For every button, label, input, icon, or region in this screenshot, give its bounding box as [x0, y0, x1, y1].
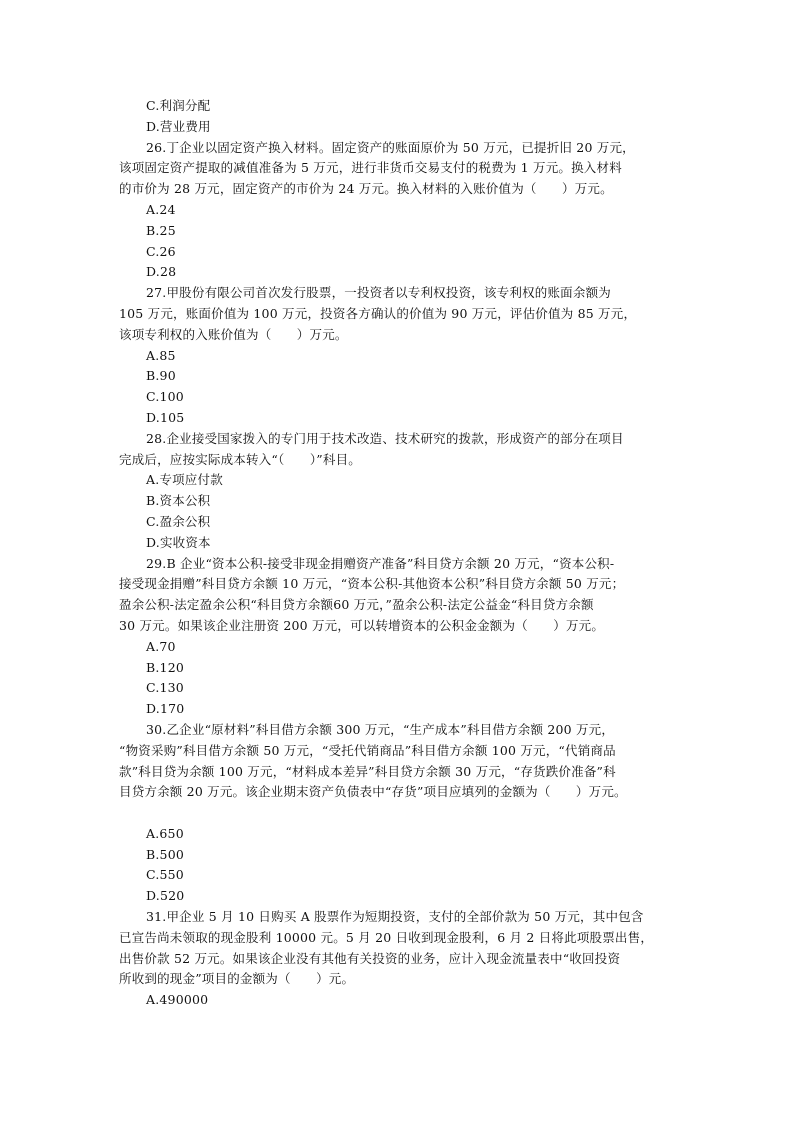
text-line: D.营业费用: [146, 118, 211, 134]
text-line: A.490000: [146, 992, 209, 1008]
text-line: D.520: [146, 888, 185, 904]
text-line: 30 万元。如果该企业注册资 200 万元，可以转增资本的公积金金额为（ ）万元。: [119, 617, 605, 633]
text-line: D.28: [146, 264, 177, 280]
text-line: D.105: [146, 409, 185, 425]
text-line: 盈余公积-法定盈余公积“科目贷方余额60 万元，”盈余公积-法定公益金“科目贷方余额: [119, 597, 594, 613]
text-line: 完成后，应按实际成本转入“（ ）”科目。: [119, 451, 361, 467]
text-line: 28.企业接受国家拨入的专门用于技术改造、技术研究的拨款，形成资产的部分在项目: [146, 430, 624, 446]
text-line: A.70: [146, 638, 176, 654]
text-line: D.实收资本: [146, 534, 211, 550]
text-line: 所收到的现金”项目的金额为（ ）元。: [119, 971, 355, 987]
blank-line: [119, 803, 699, 824]
text-line: 该项专利权的入账价值为（ ）万元。: [119, 326, 348, 342]
text-line: 出售价款 52 万元。如果该企业没有其他有关投资的业务，应计入现金流量表中“收回投资: [119, 950, 621, 966]
text-line: A.24: [146, 201, 176, 217]
text-line: B.500: [146, 846, 185, 862]
text-line: C.盈余公积: [146, 513, 211, 529]
text-line: 31.甲企业 5 月 10 日购买 A 股票作为短期投资，支付的全部价款为 50 万元，其中包含: [146, 909, 644, 925]
text-line: B.25: [146, 222, 176, 238]
text-line: 29.B 企业“资本公积-接受非现金捐赠资产准备”科目贷方余额 20 万元，“资本公积-: [146, 555, 615, 571]
text-line: C.100: [146, 389, 184, 405]
text-line: B.资本公积: [146, 493, 211, 509]
text-line: C.26: [146, 243, 176, 259]
text-line: 30.乙企业“原材料”科目借方余额 300 万元，“生产成本”科目借方余额 200 万元，: [146, 721, 615, 737]
text-line: 款”科目贷为余额 100 万元，“材料成本差异”科目贷方余额 30 万元，“存货跌价准备”科: [119, 763, 616, 779]
text-line: C.130: [146, 680, 184, 696]
text-line: A.650: [146, 825, 184, 841]
document-body: [119, 96, 699, 1011]
text-line: A.85: [146, 347, 176, 363]
text-line: 27.甲股份有限公司首次发行股票，一投资者以专利权投资，该专利权的账面余额为: [146, 285, 611, 301]
text-line: 接受现金捐赠”科目贷方余额 10 万元，“资本公积-其他资本公积”科目贷方余额 50 万元；: [119, 576, 625, 592]
text-line: 目贷方余额 20 万元。该企业期末资产负债表中“存货”项目应填列的金额为（ ）万元。: [119, 784, 627, 800]
text-line: A.专项应付款: [146, 472, 223, 488]
text-line: C.利润分配: [146, 98, 211, 113]
text-line: 的市价为 28 万元，固定资产的市价为 24 万元。换入材料的入账价值为（ ）万元。: [119, 181, 613, 197]
text-line: 26.丁企业以固定资产换入材料。固定资产的账面原价为 50 万元，已提折旧 20 万元，: [146, 139, 635, 155]
text-line: 该项固定资产提取的减值准备为 5 万元，进行非货币交易支付的税费为 1 万元。换入材料: [119, 160, 622, 176]
text-line: D.170: [146, 701, 185, 717]
text-line: B.120: [146, 659, 185, 675]
text-line: “物资采购”科目借方余额 50 万元，“受托代销商品”科目借方余额 100 万元，“代销商品: [119, 742, 616, 758]
text-line: 105 万元，账面价值为 100 万元，投资各方确认的价值为 90 万元，评估价值为 85 万元，: [119, 305, 637, 321]
text-line: 已宣告尚未领取的现金股利 10000 元。5 月 20 日收到现金股利，6 月 2 日将此项股票出售，: [119, 929, 654, 945]
text-line: B.90: [146, 368, 176, 384]
text-line: C.550: [146, 867, 184, 883]
